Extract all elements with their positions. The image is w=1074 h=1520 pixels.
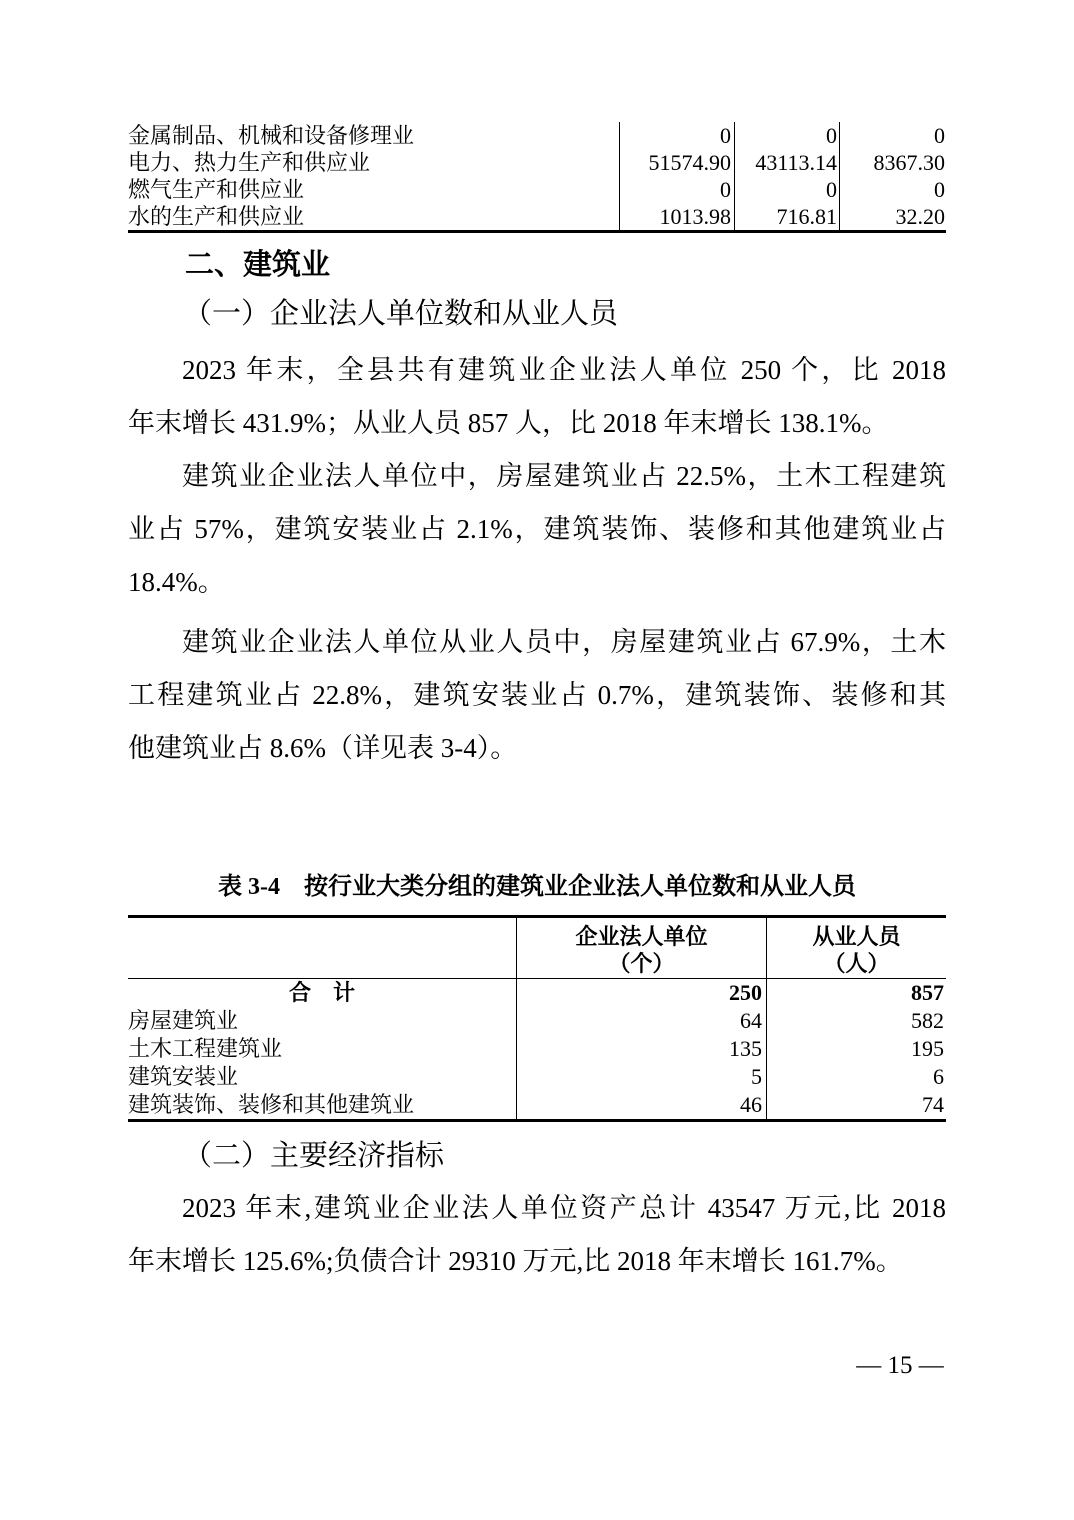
text-line: 年末增长 431.9%；从业人员 857 人，比 2018 年末增长 138.1%。	[128, 408, 889, 438]
row-label: 建筑安装业	[128, 1063, 517, 1091]
cell-value: 5	[517, 1063, 767, 1091]
text-line: 18.4%。	[128, 567, 225, 597]
cell-value: 51574.90	[620, 149, 735, 176]
text-line: 工程建筑业占 22.8%，建筑安装业占 0.7%，建筑装饰、装修和其	[128, 680, 946, 710]
paragraph-1	[128, 344, 946, 450]
table-row	[128, 1063, 946, 1091]
cell-value: 46	[517, 1091, 767, 1119]
cell-value: 0	[735, 122, 840, 149]
section-heading: 二、建筑业	[185, 249, 331, 281]
cell-value: 250	[517, 979, 767, 1007]
header-unit: （个）	[608, 951, 675, 976]
paragraph-2	[128, 450, 946, 609]
cell-value: 74	[922, 1092, 944, 1117]
row-label: 金属制品、机械和设备修理业	[128, 122, 620, 149]
cell-value: 0	[934, 123, 945, 148]
table-row	[128, 149, 946, 176]
row-label: 土木工程建筑业	[128, 1035, 517, 1063]
text-line: 2023 年末，全县共有建筑业企业法人单位 250 个，比 2018	[182, 355, 946, 385]
table-row-total	[128, 979, 946, 1007]
cell-value: 1013.98	[620, 203, 735, 230]
header-employees	[767, 918, 946, 978]
cell-value: 0	[934, 177, 945, 202]
cell-value: 857	[911, 980, 944, 1005]
subsection-heading-2: （二）主要经济指标	[183, 1140, 445, 1172]
text-line: 建筑业企业法人单位中，房屋建筑业占 22.5%，土木工程建筑	[182, 461, 946, 491]
cell-value: 32.20	[895, 204, 945, 229]
row-label: 水的生产和供应业	[128, 203, 620, 230]
text-line: 建筑业企业法人单位从业人员中，房屋建筑业占 67.9%，土木	[182, 627, 946, 657]
cell-value: 8367.30	[873, 150, 945, 175]
table-3-4-title: 表 3-4 按行业大类分组的建筑业企业法人单位数和从业人员	[218, 874, 856, 900]
text-line: 2023 年末,建筑业企业法人单位资产总计 43547 万元,比 2018	[182, 1193, 946, 1223]
table-row	[128, 1035, 946, 1063]
cell-value: 716.81	[735, 203, 840, 230]
header-unit: （人）	[823, 951, 890, 976]
table-row	[128, 1007, 946, 1035]
carryover-industry-table	[128, 122, 946, 233]
cell-value: 6	[933, 1064, 944, 1089]
row-label: 合 计	[128, 979, 517, 1007]
cell-value: 0	[620, 176, 735, 203]
row-label: 电力、热力生产和供应业	[128, 149, 620, 176]
cell-value: 0	[620, 122, 735, 149]
header-line: 企业法人单位	[575, 924, 708, 949]
text-line: 他建筑业占 8.6%（详见表 3-4）。	[128, 733, 518, 763]
table-header-row	[128, 918, 946, 979]
cell-value: 43113.14	[735, 149, 840, 176]
cell-value: 135	[517, 1035, 767, 1063]
row-label: 房屋建筑业	[128, 1007, 517, 1035]
paragraph-4	[128, 1182, 946, 1288]
subsection-heading-1: （一）企业法人单位数和从业人员	[183, 298, 619, 330]
table-row	[128, 122, 946, 149]
table-row	[128, 203, 946, 230]
table-row	[128, 1091, 946, 1119]
table-3-4	[128, 915, 946, 1122]
row-label: 建筑装饰、装修和其他建筑业	[128, 1091, 517, 1119]
cell-value: 195	[911, 1036, 944, 1061]
text-line: 年末增长 125.6%;负债合计 29310 万元,比 2018 年末增长 161.7%。	[128, 1246, 903, 1276]
row-label: 燃气生产和供应业	[128, 176, 620, 203]
header-line: 从业人员	[812, 924, 901, 949]
paragraph-3	[128, 616, 946, 775]
table-row	[128, 176, 946, 203]
header-stub-cell	[128, 918, 517, 978]
cell-value: 0	[735, 176, 840, 203]
cell-value: 64	[517, 1007, 767, 1035]
cell-value: 582	[911, 1008, 944, 1033]
text-line: 业占 57%，建筑安装业占 2.1%，建筑装饰、装修和其他建筑业占	[128, 514, 946, 544]
page-number: — 15 —	[856, 1352, 944, 1379]
header-legal-units	[517, 918, 767, 978]
